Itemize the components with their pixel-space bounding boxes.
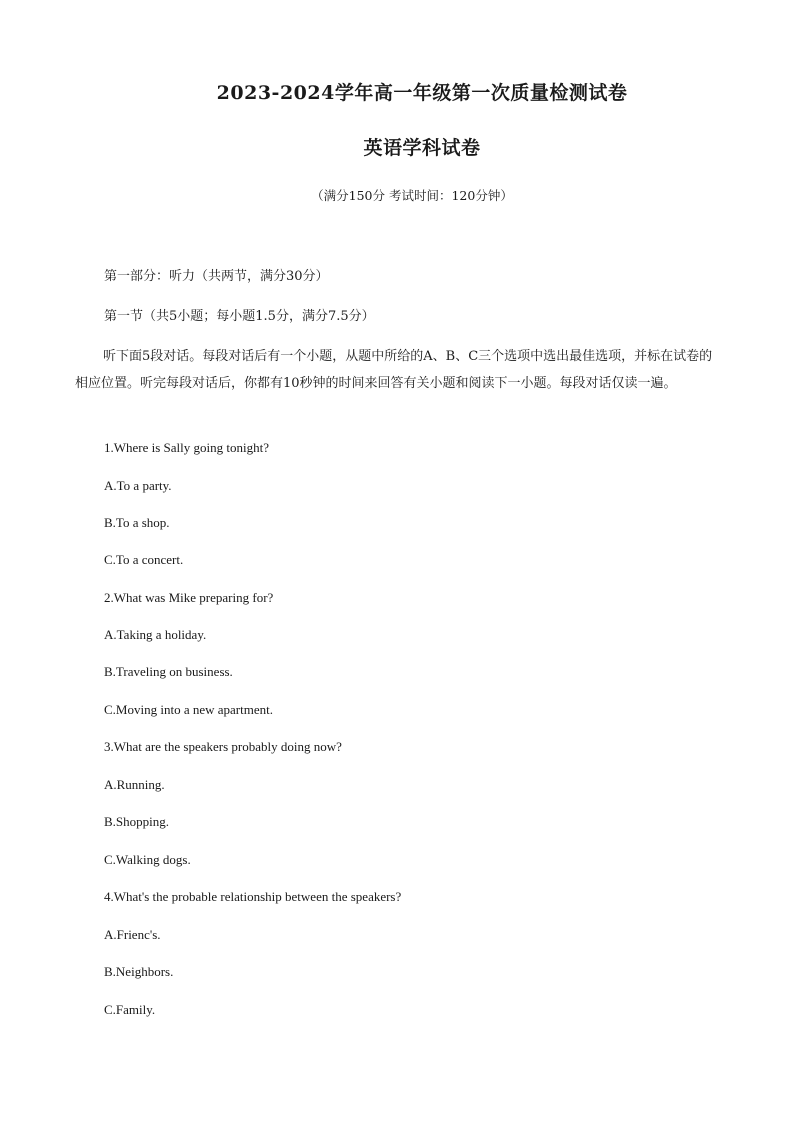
question-2-option-c: C.Moving into a new apartment.	[104, 702, 273, 717]
exam-meta: （满分150分 考试时间：120分钟）	[311, 188, 513, 203]
question-1-option-c: C.To a concert.	[104, 552, 184, 567]
section-heading: 第一节（共5小题；每小题1.5分，满分7.5分）	[104, 309, 375, 324]
question-3-option-c: C.Walking dogs.	[104, 852, 191, 867]
question-1-option-b: B.To a shop.	[104, 515, 170, 530]
subject-title: 英语学科试卷	[363, 137, 481, 159]
instructions-paragraph: 听下面5段对话。每段对话后有一个小题，从题中所给的A、B、C三个选项中选出最佳选项，并标在试卷的相应位置。听完每段对话后，你都有10秒钟的时间来回答有关小题和阅读下一小题。每段对话仅读一遍。	[75, 349, 713, 391]
question-2: 2.What was Mike preparing for?	[104, 590, 274, 605]
question-4-option-c: C.Family.	[104, 1002, 156, 1017]
part-heading: 第一部分：听力（共两节，满分30分）	[104, 269, 329, 284]
question-2-option-a: A.Taking a holiday.	[104, 627, 207, 642]
question-4: 4.What's the probable relationship between the speakers?	[104, 889, 402, 904]
question-3-option-b: B.Shopping.	[104, 814, 170, 829]
question-1-option-a: A.To a party.	[104, 478, 172, 493]
question-2-option-b: B.Traveling on business.	[104, 664, 233, 679]
exam-title: 2023-2024学年高一年级第一次质量检测试卷	[216, 82, 628, 104]
question-3-option-a: A.Running.	[104, 777, 165, 792]
question-3: 3.What are the speakers probably doing now?	[104, 739, 342, 754]
question-4-option-a: A.Frienc's.	[104, 927, 161, 942]
question-1: 1.Where is Sally going tonight?	[104, 440, 270, 455]
question-4-option-b: B.Neighbors.	[104, 964, 174, 979]
